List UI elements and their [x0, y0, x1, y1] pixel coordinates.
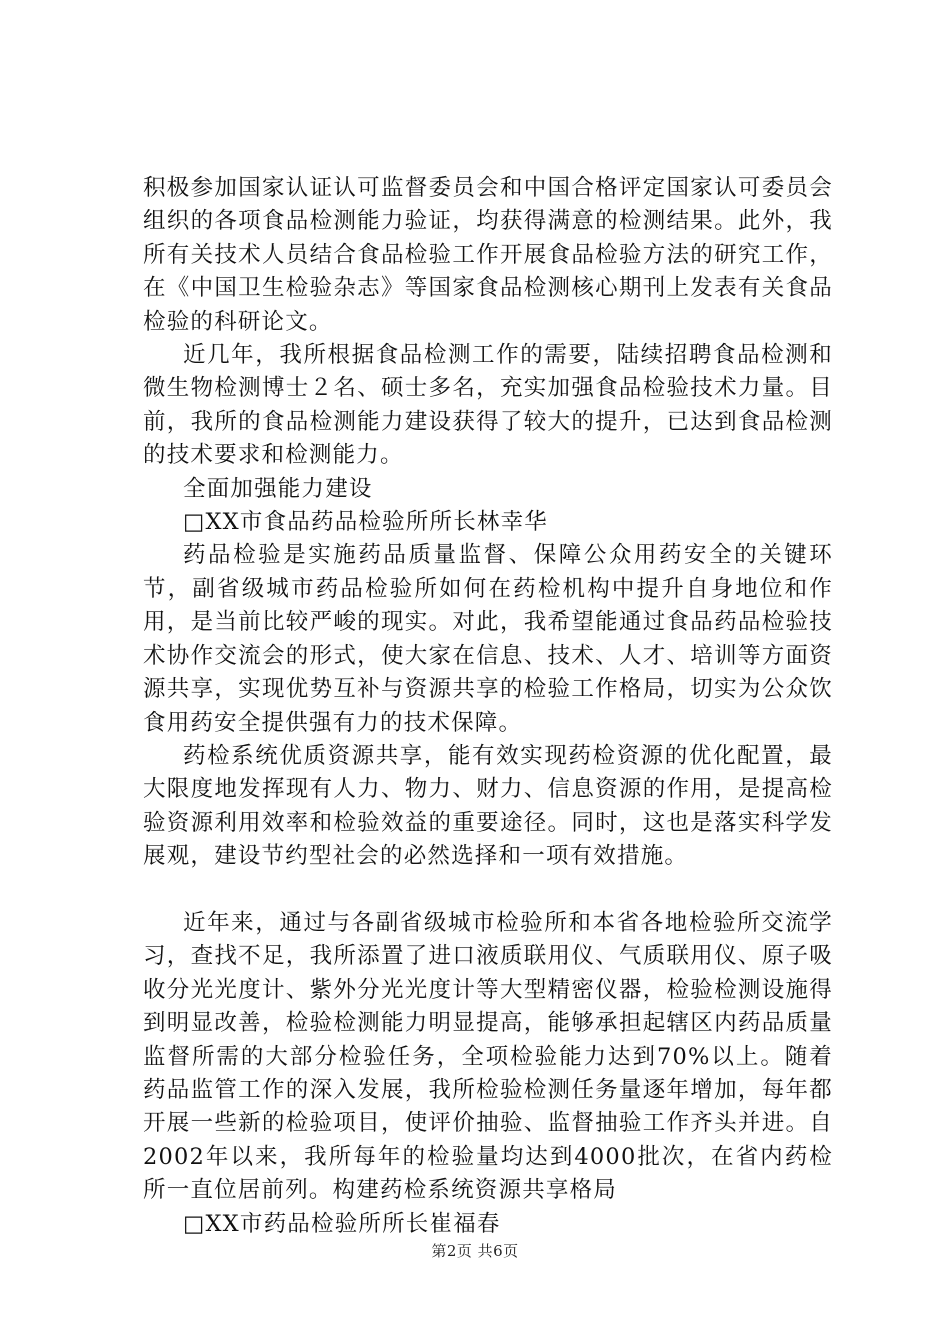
paragraph-1: 积极参加国家认证认可监督委员会和中国合格评定国家认可委员会组织的各项食品检测能力验证，均获得满意的检测结果。此外，我所有关技术人员结合食品检验工作开展食品检验方法的研究工作，在《中国卫生检验杂志》等国家食品检测核心期刊上发表有关食品检验的科研论文。 [143, 175, 833, 335]
document-body [143, 172, 833, 1241]
section-heading: 全面加强能力建设 [183, 475, 373, 502]
page-footer: 第2页 共6页 [431, 1242, 519, 1260]
paragraph-5: 近年来，通过与各副省级城市检验所和本省各地检验所交流学习，查找不足，我所添置了进口液质联用仪、气质联用仪、原子吸收分光光度计、紫外分光光度计等大型精密仪器，检验检测设施得到明显改善，检验检测能力明显提高，能够承担起辖区内药品质量监督所需的大部分检验任务，全项检验能力达到70%以上。随着药品监管工作的深入发展，我所检验检测任务量逐年增加，每年都开展一些新的检验项目，使评价抽验、监督抽验工作齐头并进。自2002年以来，我所每年的检验量均达到4000批次，在省内药检所一直位居前列。构建药检系统资源共享格局 [143, 909, 833, 1204]
paragraph-3: 药品检验是实施药品质量监督、保障公众用药安全的关键环节，副省级城市药品检验所如何在药检机构中提升自身地位和作用，是当前比较严峻的现实。对此，我希望能通过食品药品检验技术协作交流会的形式，使大家在信息、技术、人才、培训等方面资源共享，实现优势互补与资源共享的检验工作格局，切实为公众饮食用药安全提供强有力的技术保障。 [143, 542, 833, 736]
author-byline-1: □XX市食品药品检验所所长林幸华 [183, 509, 548, 536]
blank-line [143, 874, 833, 907]
paragraph-4: 药检系统优质资源共享，能有效实现药检资源的优化配置，最大限度地发挥现有人力、物力、财力、信息资源的作用，是提高检验资源利用效率和检验效益的重要途径。同时，这也是落实科学发展观，建设节约型社会的必然选择和一项有效措施。 [143, 742, 833, 870]
paragraph-2: 近几年，我所根据食品检测工作的需要，陆续招聘食品检测和微生物检测博士２名、硕士多名，充实加强食品检验技术力量。目前，我所的食品检测能力建设获得了较大的提升，已达到食品检测的技术要求和检测能力。 [143, 342, 833, 469]
author-byline-2: □XX市药品检验所所长崔福春 [183, 1210, 501, 1237]
